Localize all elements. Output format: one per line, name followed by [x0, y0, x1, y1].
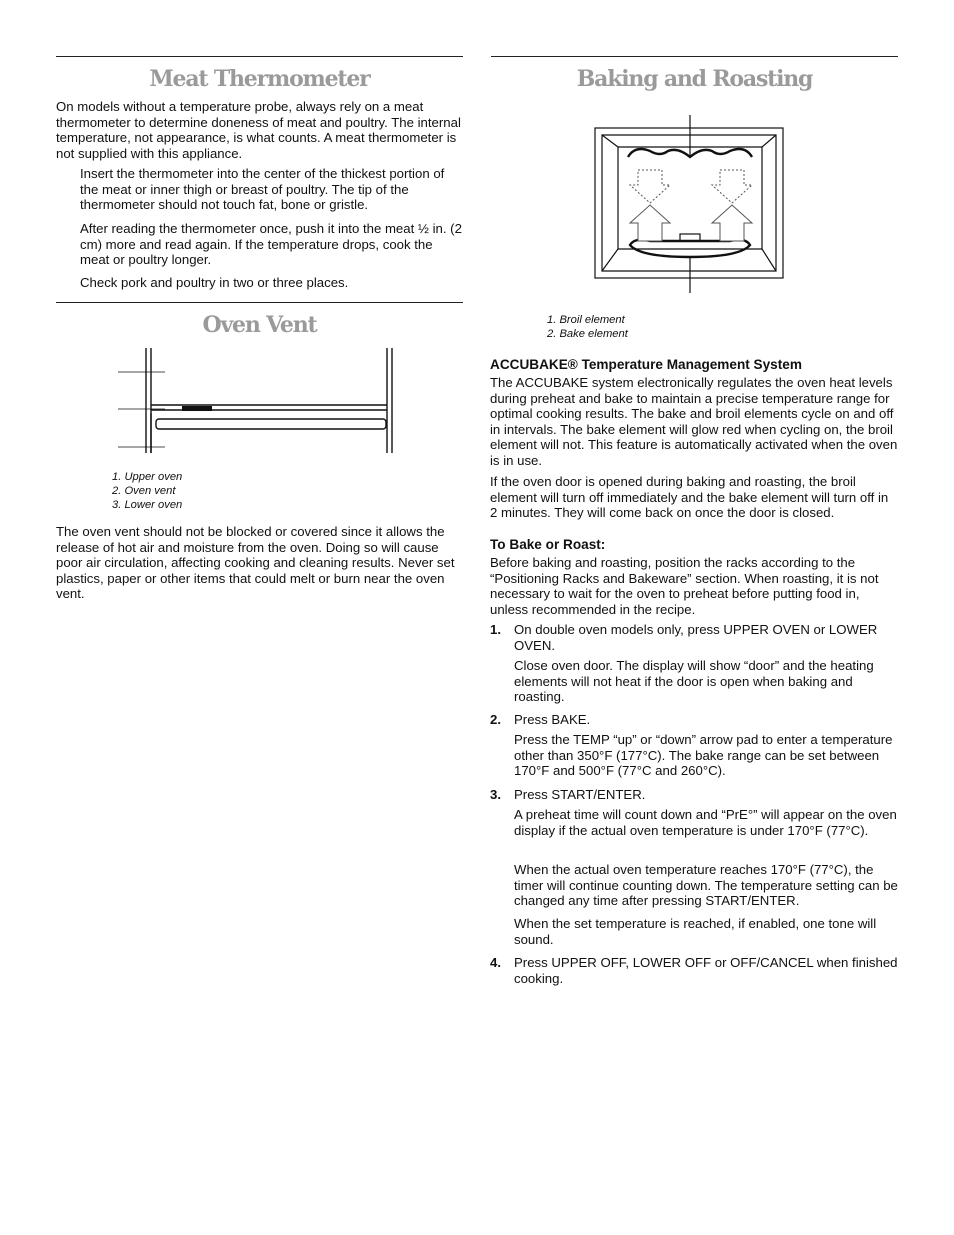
left-top-rule — [56, 56, 463, 57]
oven-elements-diagram — [590, 115, 790, 295]
step-detail-2: When the actual oven temperature reaches 170°F (77°C), the timer will continue counting down. The temperature setting can be changed any time after pressing START/ENTER. — [514, 862, 898, 909]
step-text: Press START/ENTER. — [514, 787, 646, 802]
left-mid-rule — [56, 302, 463, 303]
step-text: Press BAKE. — [514, 712, 591, 727]
oven-vent-marker — [182, 406, 212, 411]
oven-elements-captions — [547, 313, 628, 341]
oven-vent-title: Oven Vent — [202, 312, 317, 338]
oven-vent-diagram — [110, 345, 400, 455]
step-text: On double oven models only, press UPPER OVEN or LOWER OVEN. — [514, 622, 878, 653]
step-text: Press UPPER OFF, LOWER OFF or OFF/CANCEL when finished cooking. — [514, 955, 898, 986]
caption-bake-element: 2. Bake element — [547, 328, 628, 340]
oven-vent-body: The oven vent should not be blocked or covered since it allows the release of hot air and moisture from the oven. Doing so will cause poor air circulation, affecting cooking and cleaning results. Never set plastics, paper or other items that could melt or burn near the oven vent. — [56, 524, 455, 602]
meat-thermometer-step-1: Insert the thermometer into the center of the thickest portion of the meat or inner thigh or breast of poultry. The tip of the thermometer should not touch fat, bone or gristle. — [80, 166, 445, 213]
to-bake-heading: To Bake or Roast: — [490, 537, 606, 552]
caption-oven-vent: 2. Oven vent — [112, 485, 176, 497]
caption-upper-oven: 1. Upper oven — [112, 471, 183, 483]
meat-thermometer-intro: On models without a temperature probe, always rely on a meat thermometer to determine doneness of meat and poultry. The internal temperature, not appearance, is what counts. A meat thermometer is not supplied with this appliance. — [56, 99, 461, 161]
accubake-paragraph-2: If the oven door is opened during baking and roasting, the broil element will turn off immediately and the bake element will turn off in 2 minutes. They will come back on once the door is closed. — [490, 474, 889, 521]
step-detail-3: When the set temperature is reached, if enabled, one tone will sound. — [514, 916, 877, 947]
step-detail: A preheat time will count down and “PrE°” will appear on the oven display if the actual oven temperature is under 170°F (77°C). — [514, 807, 897, 838]
step-number: 2. — [490, 712, 501, 727]
meat-thermometer-step-3: Check pork and poultry in two or three places. — [80, 275, 349, 290]
meat-thermometer-title: Meat Thermometer — [149, 66, 370, 92]
caption-broil-element: 1. Broil element — [547, 314, 625, 326]
to-bake-intro: Before baking and roasting, position the racks according to the “Positioning Racks and Bakeware” section. When roasting, it is not necessary to wait for the oven to preheat before putting food in, unless recommended in the recipe. — [490, 555, 879, 617]
step-number: 3. — [490, 787, 501, 802]
meat-thermometer-step-2: After reading the thermometer once, push it into the meat ½ in. (2 cm) more and read again. If the temperature drops, cook the meat or poultry longer. — [80, 221, 462, 268]
step-number: 1. — [490, 622, 501, 637]
accubake-paragraph-1: The ACCUBAKE system electronically regulates the oven heat levels during preheat and bake to maintain a precise temperature range for optimal cooking results. The bake and broil elements cycle on and off in intervals. The bake element will glow red when cycling on, the broil element will not. This feature is automatically activated when the oven is in use. — [490, 375, 898, 468]
right-top-rule — [491, 56, 898, 57]
step-number: 4. — [490, 955, 501, 970]
baking-roasting-title: Baking and Roasting — [576, 66, 813, 92]
accubake-heading: ACCUBAKE® Temperature Management System — [490, 357, 802, 372]
step-detail: Press the TEMP “up” or “down” arrow pad to enter a temperature other than 350°F (177°C). The bake range can be set between 170°F and 500°F (77°C and 260°C). — [514, 732, 893, 779]
step-detail: Close oven door. The display will show “door” and the heating elements will not heat if the door is open when baking and roasting. — [514, 658, 874, 705]
oven-vent-captions — [112, 470, 182, 512]
caption-lower-oven: 3. Lower oven — [112, 499, 183, 511]
